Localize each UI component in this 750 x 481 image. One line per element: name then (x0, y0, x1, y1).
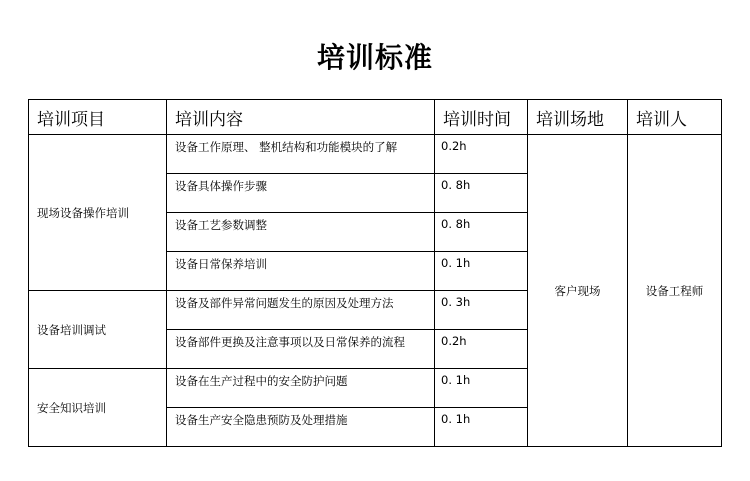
page-title: 培训标准 (316, 41, 433, 74)
content-cell: 设备具体操作步骤 (167, 174, 435, 213)
header-project: 培训项目 (29, 100, 167, 135)
header-time: 培训时间 (435, 100, 528, 135)
header-place: 培训场地 (528, 100, 628, 135)
project-cell: 设备培训调试 (29, 291, 167, 369)
time-cell: 0. 8h (435, 174, 528, 213)
table-header-row (29, 100, 722, 135)
content-cell: 设备工艺参数调整 (167, 213, 435, 252)
content-cell: 设备工作原理、 整机结构和功能模块的了解 (167, 135, 435, 174)
table-row (29, 135, 722, 174)
time-cell: 0.2h (435, 330, 528, 369)
content-cell: 设备部件更换及注意事项以及日常保养的流程 (167, 330, 435, 369)
time-cell: 0. 1h (435, 369, 528, 408)
time-cell: 0.2h (435, 135, 528, 174)
time-cell: 0. 1h (435, 408, 528, 447)
content-cell: 设备及部件异常问题发生的原因及处理方法 (167, 291, 435, 330)
time-cell: 0. 1h (435, 252, 528, 291)
content-cell: 设备日常保养培训 (167, 252, 435, 291)
header-content: 培训内容 (167, 100, 435, 135)
trainer-cell: 设备工程师 (628, 135, 722, 447)
place-cell: 客户现场 (528, 135, 628, 447)
training-standard-table (28, 99, 722, 447)
time-cell: 0. 8h (435, 213, 528, 252)
content-cell: 设备生产安全隐患预防及处理措施 (167, 408, 435, 447)
project-cell: 现场设备操作培训 (29, 135, 167, 291)
header-trainer: 培训人 (628, 100, 722, 135)
project-cell: 安全知识培训 (29, 369, 167, 447)
content-cell: 设备在生产过程中的安全防护问题 (167, 369, 435, 408)
time-cell: 0. 3h (435, 291, 528, 330)
